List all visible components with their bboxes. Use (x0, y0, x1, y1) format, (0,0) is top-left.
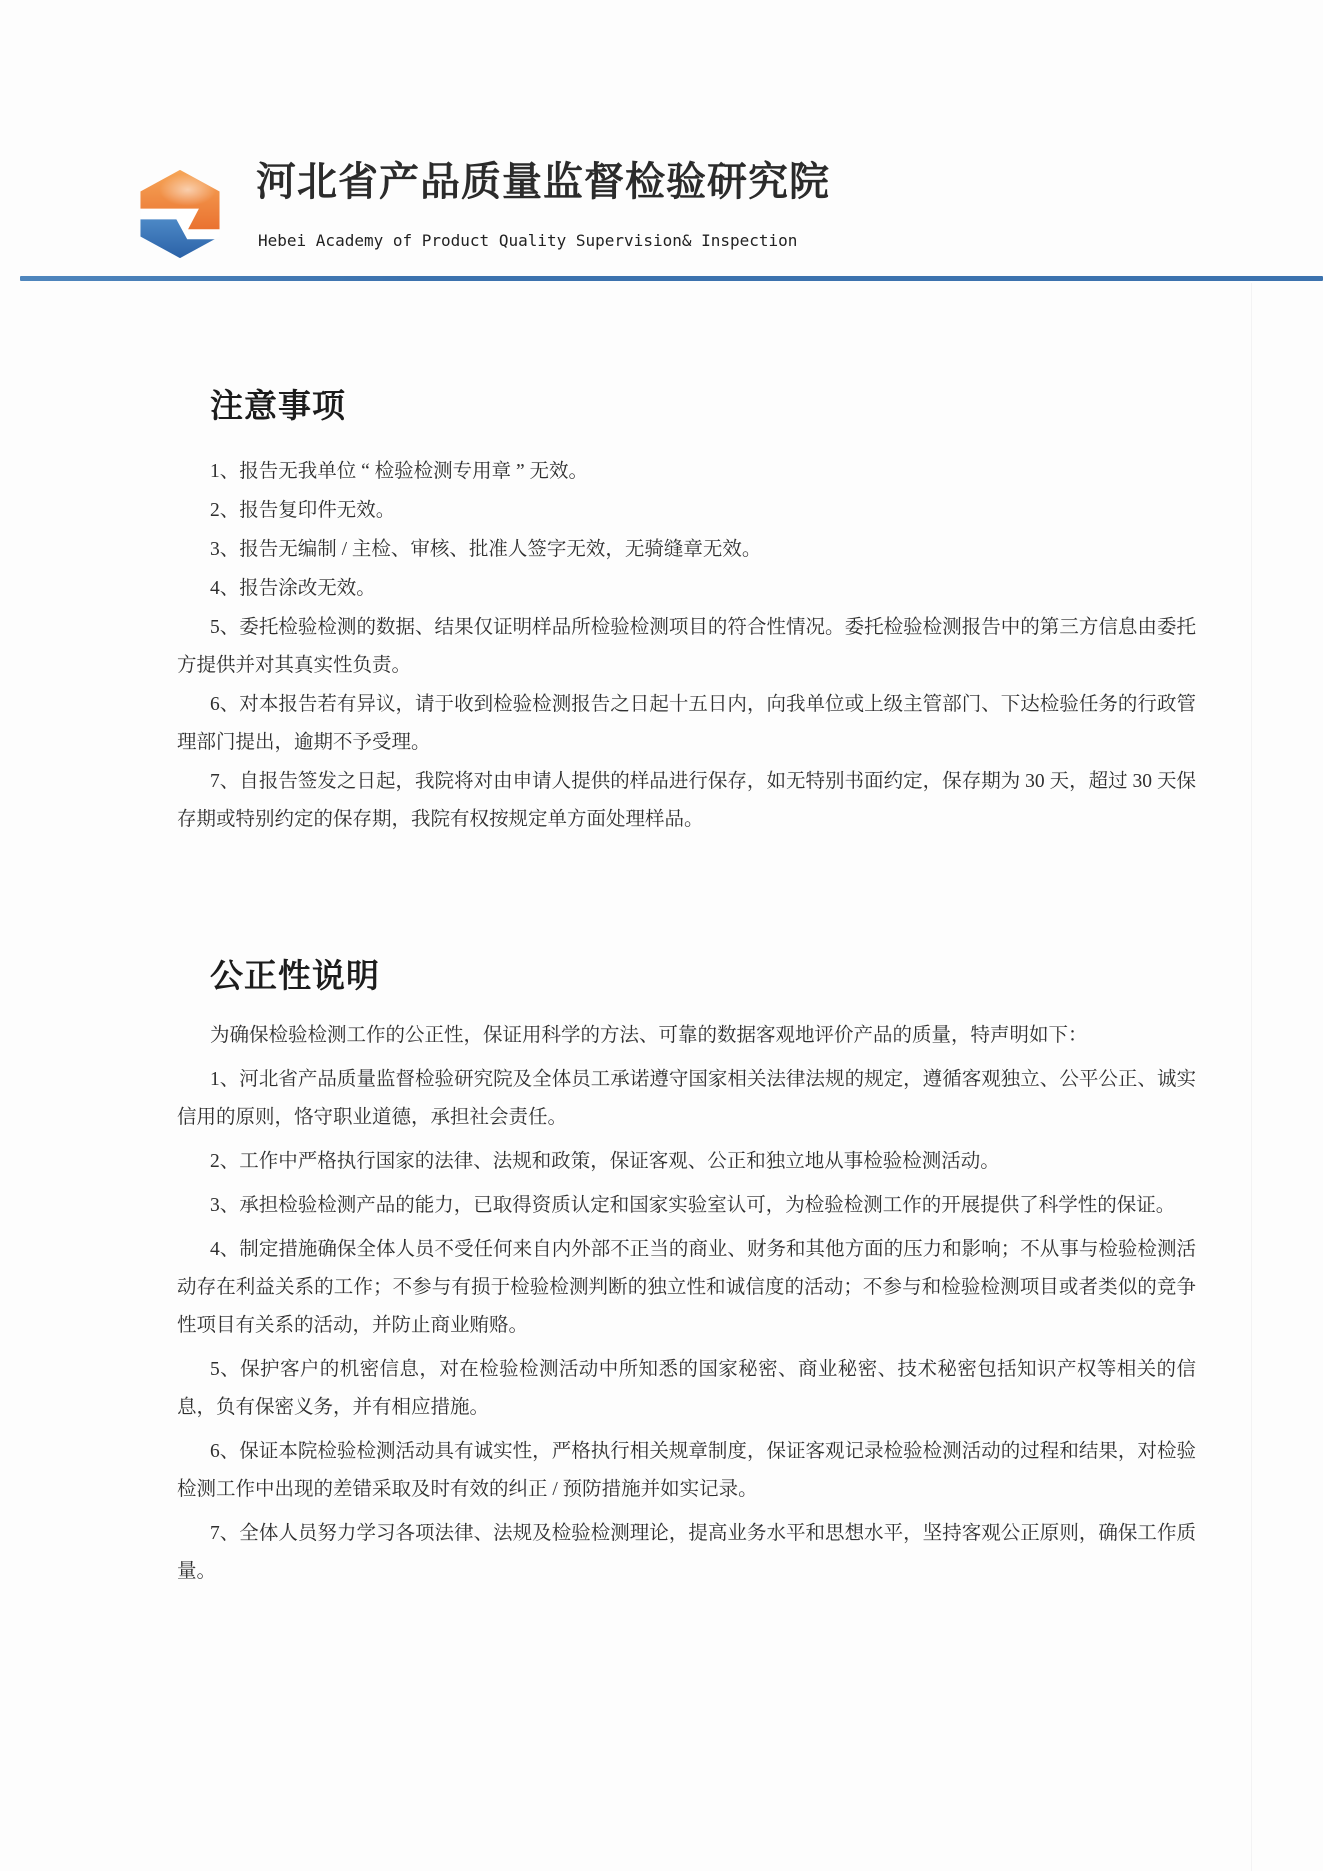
header-divider-rule (20, 276, 1323, 281)
notice-item: 1、报告无我单位 “ 检验检测专用章 ” 无效。 (210, 461, 589, 482)
institute-logo-icon (135, 166, 225, 262)
notice-section (177, 385, 1196, 840)
notice-item: 3、报告无编制 / 主检、审核、批准人签字无效，无骑缝章无效。 (210, 539, 762, 560)
notice-item: 6、对本报告若有异议，请于收到检验检测报告之日起十五日内，向我单位或上级主管部门、下达检验任务的行政管理部门提出，逾期不予受理。 (177, 694, 1196, 753)
scan-page-edge (1251, 283, 1252, 1871)
org-name-en: Hebei Academy of Product Quality Supervision& Inspection (258, 231, 798, 250)
impartiality-section-title: 公正性说明 (210, 957, 380, 994)
impartiality-item: 5、保护客户的机密信息，对在检验检测活动中所知悉的国家秘密、商业秘密、技术秘密包括知识产权等相关的信息，负有保密义务，并有相应措施。 (177, 1359, 1196, 1418)
impartiality-item: 6、保证本院检验检测活动具有诚实性，严格执行相关规章制度，保证客观记录检验检测活动的过程和结果，对检验检测工作中出现的差错采取及时有效的纠正 / 预防措施并如实记录。 (177, 1441, 1196, 1500)
impartiality-item: 7、全体人员努力学习各项法律、法规及检验检测理论，提高业务水平和思想水平，坚持客观公正原则，确保工作质量。 (177, 1523, 1196, 1582)
impartiality-item: 3、承担检验检测产品的能力，已取得资质认定和国家实验室认可，为检验检测工作的开展提供了科学性的保证。 (210, 1195, 1176, 1216)
document-header (0, 0, 1323, 283)
impartiality-item: 2、工作中严格执行国家的法律、法规和政策，保证客观、公正和独立地从事检验检测活动。 (210, 1151, 1000, 1172)
notice-item: 5、委托检验检测的数据、结果仅证明样品所检验检测项目的符合性情况。委托检验检测报告中的第三方信息由委托方提供并对其真实性负责。 (177, 617, 1196, 676)
notice-item: 4、报告涂改无效。 (210, 578, 376, 599)
impartiality-intro: 为确保检验检测工作的公正性，保证用科学的方法、可靠的数据客观地评价产品的质量，特声明如下： (210, 1025, 1088, 1046)
org-name-zh: 河北省产品质量监督检验研究院 (256, 160, 830, 204)
impartiality-section (177, 955, 1196, 1597)
notice-item: 2、报告复印件无效。 (210, 500, 396, 521)
impartiality-item: 4、制定措施确保全体人员不受任何来自内外部不正当的商业、财务和其他方面的压力和影响；不从事与检验检测活动存在利益关系的工作；不参与有损于检验检测判断的独立性和诚信度的活动；不参与和检验检测项目或者类似的竞争性项目有关系的活动，并防止商业贿赂。 (177, 1239, 1196, 1336)
notice-section-title: 注意事项 (210, 387, 346, 424)
impartiality-item: 1、河北省产品质量监督检验研究院及全体员工承诺遵守国家相关法律法规的规定，遵循客观独立、公平公正、诚实信用的原则，恪守职业道德，承担社会责任。 (177, 1069, 1196, 1128)
notice-item: 7、自报告签发之日起，我院将对由申请人提供的样品进行保存，如无特别书面约定，保存期为 30 天，超过 30 天保存期或特别约定的保存期，我院有权按规定单方面处理样品。 (177, 771, 1196, 830)
